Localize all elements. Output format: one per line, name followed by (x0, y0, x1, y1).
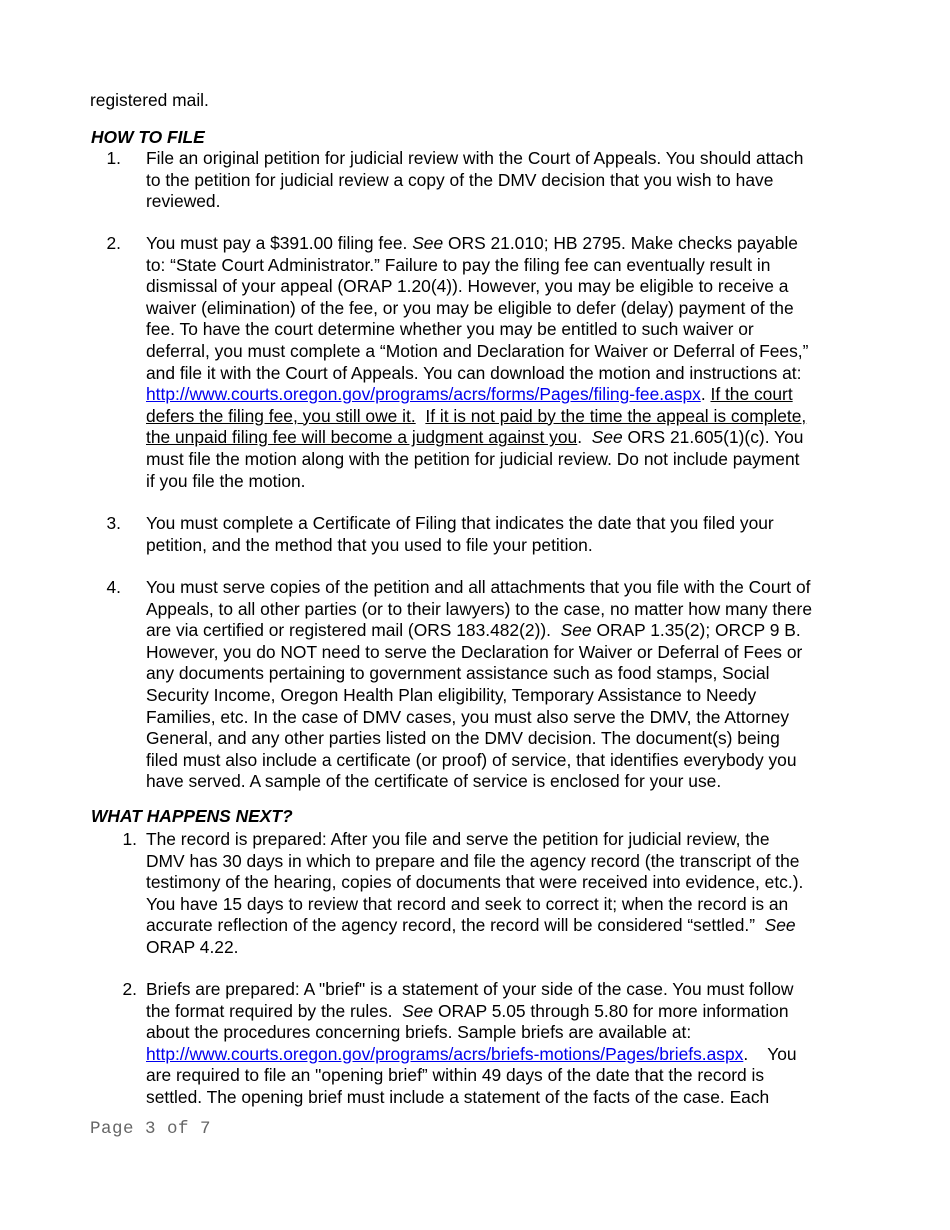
text-line: are required to file an "opening brief” within 49 days of the date that the record is (146, 1065, 765, 1086)
text-line: General, and any other parties listed on the DMV decision. The document(s) being (146, 728, 780, 749)
text-line: the format required by the rules. See ORAP 5.05 through 5.80 for more information (146, 1000, 789, 1021)
text-line: the unpaid filing fee will become a judgment against you. See ORS 21.605(1)(c). You (146, 427, 804, 448)
filing-fee-link[interactable]: http://www.courts.oregon.gov/programs/acrs/forms/Pages/filing-fee.aspx (146, 384, 701, 405)
text-line: Security Income, Oregon Health Plan eligibility, Temporary Assistance to Needy (146, 684, 757, 705)
text-line: are via certified or registered mail (ORS 183.482(2)). See ORAP 1.35(2); ORCP 9 B. (146, 620, 801, 641)
text-line: File an original petition for judicial review with the Court of Appeals. You should attach (146, 148, 804, 168)
list-number: 1. (106, 148, 121, 168)
text-line: testimony of the hearing, copies of documents that were received into evidence, etc.). (146, 872, 804, 893)
text-line: deferral, you must complete a “Motion and Declaration for Waiver or Deferral of Fees,” (146, 340, 809, 361)
text-line: http://www.courts.oregon.gov/programs/acrs/briefs-motions/Pages/briefs.aspx. You (146, 1043, 797, 1064)
list-number: 4. (106, 577, 121, 597)
list-item-text (146, 513, 876, 556)
text-line: and file it with the Court of Appeals. You can download the motion and instructions at: (146, 362, 802, 383)
list-item-text (146, 233, 876, 492)
text-line: filed must also include a certificate (or proof) of service, that identifies everybody you (146, 749, 797, 770)
list-number: 3. (106, 513, 121, 533)
text-line: if you file the motion. (146, 470, 306, 491)
text-line: accurate reflection of the agency record, the record will be considered “settled.” See (146, 915, 796, 936)
how-to-file-heading: HOW TO FILE (91, 127, 205, 147)
list-item-text (146, 148, 876, 213)
text-line: petition, and the method that you used to file your petition. (146, 534, 593, 555)
list-item-text (146, 979, 876, 1109)
text-line: any documents pertaining to government assistance such as food stamps, Social (146, 663, 770, 684)
text-line: Appeals, to all other parties (or to their lawyers) to the case, no matter how many there (146, 598, 812, 619)
text-line: You must pay a $391.00 filing fee. See ORS 21.010; HB 2795. Make checks payable (146, 233, 798, 253)
list-item-text (146, 829, 876, 959)
text-line: fee. To have the court determine whether you may be entitled to such waiver or (146, 319, 754, 340)
page-number-footer: Page 3 of 7 (90, 1119, 212, 1139)
text-line: You must serve copies of the petition and all attachments that you file with the Court of (146, 577, 811, 597)
text-line: The record is prepared: After you file and serve the petition for judicial review, the (146, 829, 770, 849)
what-happens-next-heading: WHAT HAPPENS NEXT? (91, 806, 293, 826)
text-line: http://www.courts.oregon.gov/programs/acrs/forms/Pages/filing-fee.aspx. If the court (146, 384, 793, 405)
text-line: to the petition for judicial review a copy of the DMV decision that you wish to have (146, 169, 774, 190)
text-line: ORAP 4.22. (146, 936, 239, 957)
text-line: reviewed. (146, 191, 221, 212)
text-line: Briefs are prepared: A "brief" is a statement of your side of the case. You must follow (146, 979, 794, 999)
text-line: defers the filing fee, you still owe it. If it is not paid by the time the appeal is complete, (146, 405, 807, 426)
text-line: You have 15 days to review that record and seek to correct it; when the record is an (146, 893, 789, 914)
text-line: waiver (elimination) of the fee, or you may be eligible to defer (delay) payment of the (146, 297, 794, 318)
briefs-link[interactable]: http://www.courts.oregon.gov/programs/acrs/briefs-motions/Pages/briefs.aspx (146, 1043, 744, 1064)
list-number: 1. (122, 829, 137, 849)
text-line: You must complete a Certificate of Filing that indicates the date that you filed your (146, 513, 774, 533)
text-line: settled. The opening brief must include a statement of the facts of the case. Each (146, 1086, 770, 1107)
text-line: DMV has 30 days in which to prepare and file the agency record (the transcript of the (146, 850, 800, 871)
text-line: have served. A sample of the certificate of service is enclosed for your use. (146, 771, 722, 792)
intro-text: registered mail. (90, 90, 209, 110)
list-item-text (146, 577, 876, 793)
text-line: Families, etc. In the case of DMV cases, you must also serve the DMV, the Attorney (146, 706, 790, 727)
text-line: must file the motion along with the petition for judicial review. Do not include payment (146, 448, 800, 469)
text-line: about the procedures concerning briefs. Sample briefs are available at: (146, 1022, 692, 1043)
list-number: 2. (106, 233, 121, 253)
text-line: However, you do NOT need to serve the Declaration for Waiver or Deferral of Fees or (146, 641, 803, 662)
text-line: to: “State Court Administrator.” Failure to pay the filing fee can eventually result in (146, 254, 771, 275)
text-line: dismissal of your appeal (ORAP 1.20(4)). However, you may be eligible to receive a (146, 276, 789, 297)
list-number: 2. (122, 979, 137, 999)
